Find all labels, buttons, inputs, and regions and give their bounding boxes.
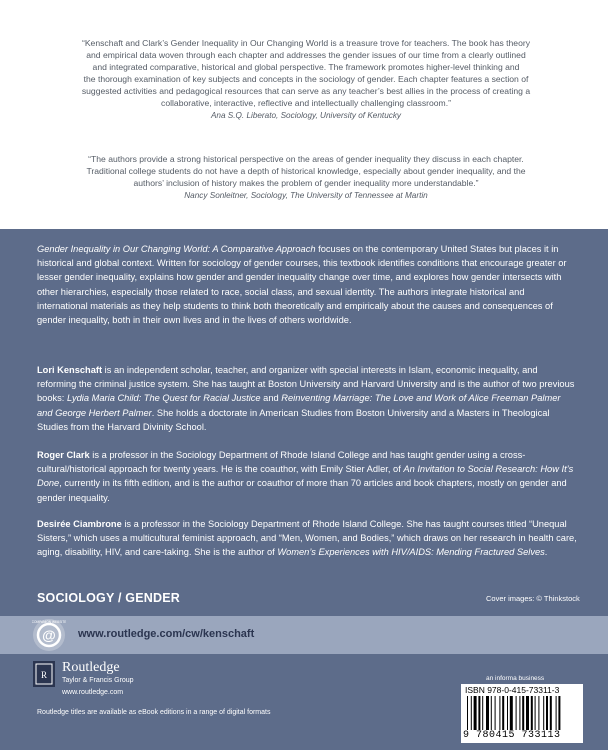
barcode-icon [465,696,579,730]
barcode-bar [543,696,544,730]
endorsement-quote [68,37,544,122]
quote-line: “The authors provide a strong historical perspective on the areas of gender inequality they discuss in each chapter. [88,154,524,164]
bio-text: , currently in its fifth edition, and is the author or coauthor of more than 70 articles and book chapters, mostly on gender and gender inequality. [37,478,567,503]
author-name: Lori Kenschaft [37,365,103,375]
bio-text: . [544,547,548,558]
barcode-bar [550,696,552,730]
quote-line: and integrated comparative, historical and global perspective. The framework promotes higher-level thinking and [92,62,520,72]
barcode-bar [535,696,536,730]
bio-text: and [260,393,282,404]
barcode-bar [510,696,513,730]
barcode-bar [491,696,492,730]
isbn-digits: 9 780415 733113 [463,730,561,741]
bio-text: is a professor in the Sociology Department of Rhode Island College and has taught gender using a cross-cultural/historical approach for twenty years. He is the coauthor, with Emily Stier Adler, of [37,450,526,475]
publisher-url: www.routledge.com [62,689,124,696]
book-title: An Invitation to Social Research: How It’s Done [37,464,574,489]
barcode-bar [522,696,524,730]
isbn-barcode-box [461,684,583,743]
informa-tagline: an informa business [486,675,545,682]
barcode-bar [556,696,557,730]
companion-url[interactable]: www.routledge.com/cw/kenschaft [78,628,255,640]
barcode-bar [546,696,548,730]
book-title: Women’s Experiences with HIV/AIDS: Mending Fractured Selves [277,547,545,558]
book-title: Gender Inequality in Our Changing World: A Comparative Approach [37,244,316,254]
barcode-bar [478,696,480,730]
bio-text: is an independent scholar, teacher, and organizer with special interests in Islam, economic inequality, and reforming the criminal justice system. She has taught at Boston University and Harvard University and is the author of two previous books: [37,365,575,404]
book-description [37,242,577,327]
author-name: Desirée Ciambrone [37,519,122,529]
isbn-label: ISBN 978-0-415-73311-3 [465,685,560,695]
quote-line: authors’ inclusion of history makes the problem of gender inequality more understandable.” [133,178,479,188]
author-bio [37,517,577,560]
description-body: focuses on the contemporary United States but places it in historical and global context. Written for sociology of gender courses, this textbook identifies conditions that encourage greater or lesser gender inequality, explains how gender and gender inequality change over time, and explores how gender intersects with other hierarchies, especially those related to race, social class, and sexual identity. The authors integrate historical and international materials as they help students to think both theoretically and empirically about the causes and consequences of gender inequality, both in their own lives and in the lives of others worldwide. [37,244,567,326]
svg-text:R: R [40,670,48,680]
svg-text:@: @ [42,627,56,643]
bio-text: is a professor in the Sociology Department of Rhode Island College. She has taught courses titled “Unequal Sisters,” which uses a multicultural feminist approach, and “Men, Women, and Bodies,” which draws on her research in health care, aging, disability, HIV, and care-taking. She is the author of [37,519,577,558]
barcode-bar [507,696,508,730]
publisher-group: Taylor & Francis Group [62,677,134,684]
subject-category: SOCIOLOGY / GENDER [37,591,180,605]
bio-text: . She holds a doctorate in American Studies from Boston University and a Masters in Theological Studies from the Harvard Divinity School. [37,407,550,432]
barcode-bar [531,696,533,730]
quote-line: collaborative, interactive, reflective and intellectually challenging classroom.” [161,98,451,108]
ebook-note: Routledge titles are available as eBook editions in a range of digital formats [37,709,271,716]
quote-line: suggested activities and pedagogical resources that can serve as any teacher’s best allies in the process of creating a [81,86,531,96]
book-title: Lydia Maria Child: The Quest for Racial Justice [66,393,261,404]
cover-credit: Cover images: © Thinkstock [486,594,580,603]
barcode-bar [558,696,560,730]
book-title: Reinventing Marriage: The Love and Work of Alice Freeman Palmer and George Herbert Palmer [37,393,561,418]
routledge-logo-icon [33,661,55,687]
endorsements-panel [0,0,608,229]
barcode-bar [502,696,504,730]
publisher-name: Routledge [62,660,120,675]
companion-label: COMPANION WEBSITE [32,620,66,624]
author-name: Roger Clark [37,450,90,460]
barcode-bar [486,696,489,730]
description-panel [0,229,608,750]
barcode-bar [471,696,472,730]
companion-website-icon[interactable] [32,618,66,652]
quote-line: “Kenschaft and Clark’s Gender Inequality in Our Changing World is a treasure trove for teachers. The book has theory [81,38,531,48]
quote-attribution: Nancy Sonleitner, Sociology, The University of Tennessee at Martin [184,191,428,200]
barcode-bar [538,696,539,730]
barcode-bar [474,696,477,730]
barcode-bar [519,696,520,730]
barcode-bar [526,696,529,730]
barcode-bar [495,696,496,730]
barcode-bar [516,696,517,730]
endorsement-quote [68,153,544,202]
quote-line: and empirical data woven through each chapter and addresses the gender issues of our time from a clearly outlined [86,50,526,60]
barcode-bar [467,696,468,730]
author-bio [37,448,577,505]
quote-line: Traditional college students do not have a depth of historical knowledge, especially about gender inequality, and the [86,166,526,176]
quote-line: the thorough examination of key subjects and concepts in the sociology of gender. Each chapter features a section of [83,74,529,84]
quote-attribution: Ana S.Q. Liberato, Sociology, University of Kentucky [210,111,402,120]
barcode-bar [499,696,500,730]
barcode-bar [482,696,483,730]
author-bio [37,363,577,434]
